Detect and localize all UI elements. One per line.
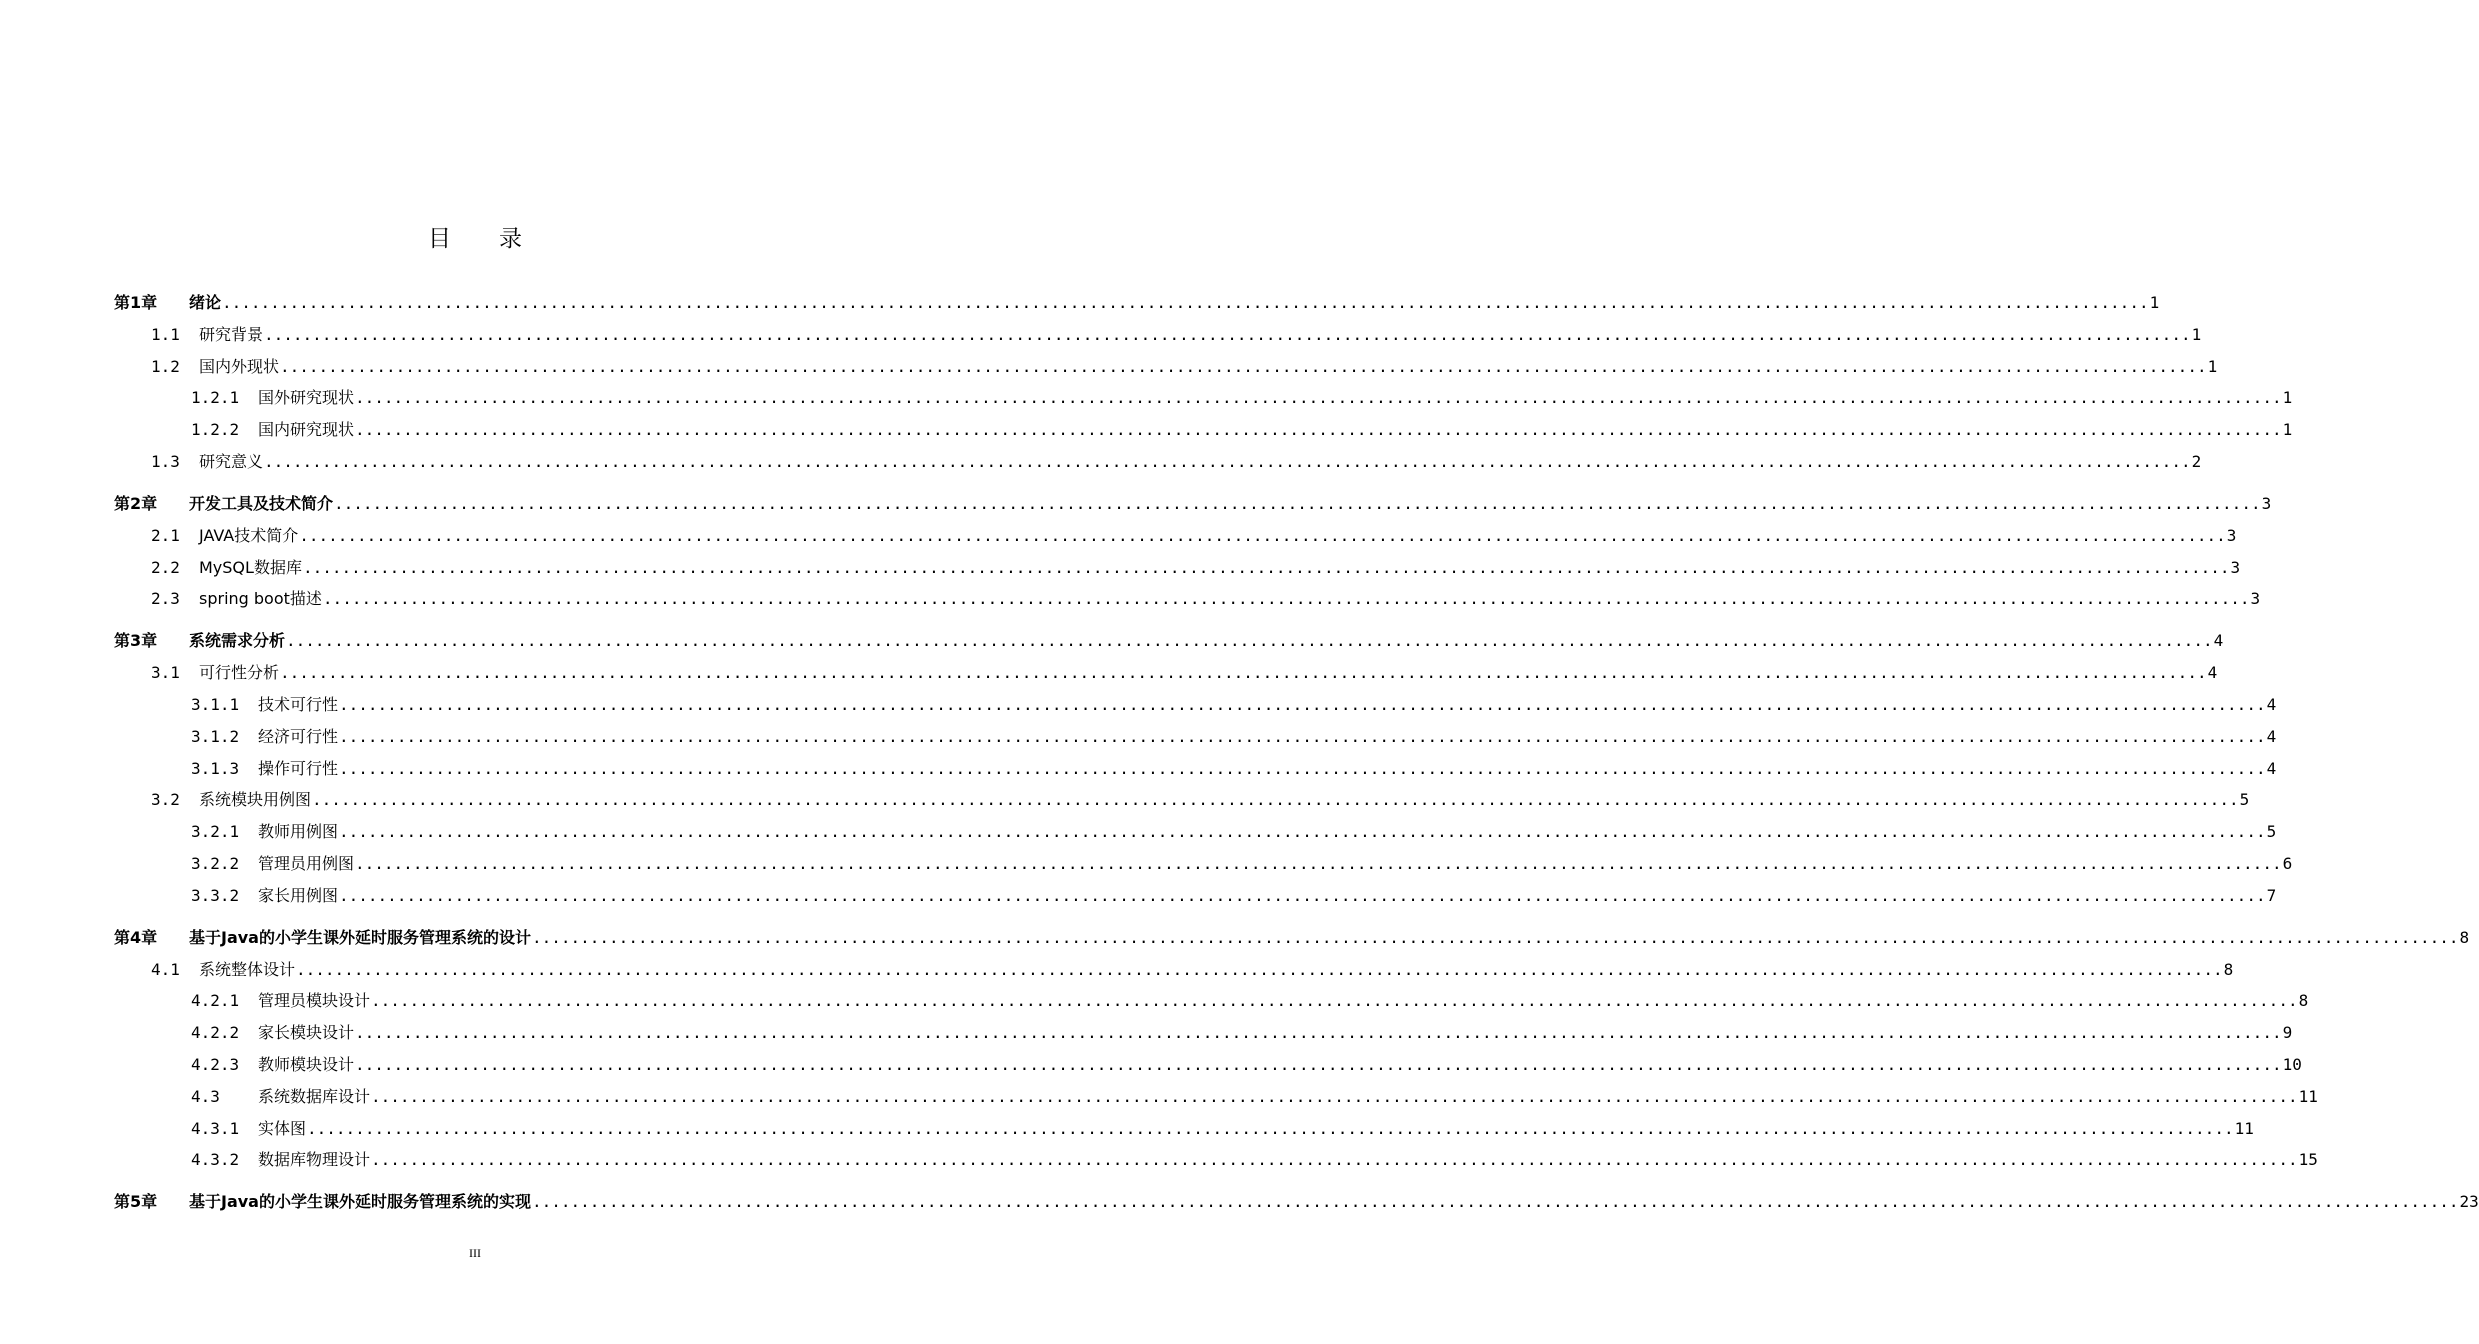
toc-entry-label (191, 1118, 306, 1140)
toc-dot-leader: ........................................................................................................................................................................................................ (296, 959, 2223, 979)
toc-entry-label (191, 726, 338, 748)
toc-section-entry[interactable] (191, 1018, 2293, 1044)
toc-section-entry[interactable] (191, 1082, 2318, 1108)
toc-section-entry[interactable] (191, 722, 2277, 748)
toc-entry-label (114, 292, 221, 314)
toc-section-entry[interactable] (191, 690, 2277, 716)
toc-entry-label (191, 821, 338, 843)
toc-entry-label (151, 959, 295, 981)
toc-entry-label (114, 630, 285, 652)
toc-entry-number: 1.1 (151, 324, 180, 344)
toc-entry-label (151, 588, 322, 610)
toc-entry-title: 研究背景 (199, 324, 264, 344)
toc-dot-leader: ........................................................................................................................................................................................................ (264, 452, 2191, 471)
toc-entry-title: 基于Java的小学生课外延时服务管理系统的实现 (189, 1192, 531, 1212)
toc-entry-label (191, 853, 354, 875)
toc-entry-label (114, 927, 531, 949)
toc-entry-number: 1.3 (151, 452, 180, 471)
toc-entry-label (151, 324, 263, 346)
toc-section-entry[interactable] (191, 383, 2293, 409)
toc-entry-title: 基于Java的小学生课外延时服务管理系统的设计 (189, 927, 531, 947)
toc-entry-label (151, 662, 279, 684)
toc-entry-number: 第4章 (114, 927, 158, 947)
toc-section-entry[interactable] (151, 352, 2218, 378)
toc-section-entry[interactable] (191, 1145, 2318, 1171)
toc-entry-number: 4.2.3 (191, 1055, 240, 1074)
toc-entry-title: 系统整体设计 (199, 959, 296, 979)
toc-entry-page: 1 (2282, 420, 2293, 440)
toc-entry-title: 实体图 (258, 1118, 307, 1138)
toc-entry-page: 4 (2266, 758, 2277, 778)
toc-entry-title: spring boot描述 (199, 589, 322, 609)
toc-entry-title: 管理员模块设计 (258, 991, 371, 1011)
toc-section-entry[interactable] (191, 986, 2309, 1012)
toc-entry-number: 4.2.2 (191, 1023, 240, 1043)
toc-entry-number: 2.2 (151, 557, 180, 577)
toc-entry-label (151, 557, 302, 579)
toc-entry-page: 23 (2459, 1192, 2479, 1212)
toc-dot-leader: ........................................................................................................................................................................................................ (531, 927, 2459, 947)
toc-entry-label (191, 1054, 354, 1076)
toc-entry-number: 4.3 (191, 1086, 220, 1106)
toc-section-entry[interactable] (191, 415, 2293, 441)
toc-entry-title: 教师用例图 (258, 822, 339, 842)
toc-entry-number: 3.1 (151, 663, 180, 683)
toc-entry-title: 家长用例图 (258, 885, 339, 905)
toc-entry-number: 2.3 (151, 589, 180, 609)
toc-dot-leader: ........................................................................................................................................................................................................ (339, 822, 2266, 842)
toc-entry-label (191, 387, 354, 409)
toc-dot-leader: ........................................................................................................................................................................................................ (307, 1118, 2234, 1138)
toc-dot-leader: ........................................................................................................................................................................................................ (355, 420, 2282, 440)
toc-dot-leader: ........................................................................................................................................................................................................ (531, 1192, 2459, 1212)
toc-entry-label (191, 694, 338, 716)
toc-entry-number: 3.3.2 (191, 885, 240, 905)
toc-dot-leader: ........................................................................................................................................................................................................ (334, 494, 2261, 513)
toc-entry-number: 3.2 (151, 790, 180, 810)
toc-entry-label (191, 990, 370, 1012)
toc-entry-label (151, 451, 263, 473)
toc-entry-label (191, 758, 338, 780)
toc-entry-page: 7 (2266, 885, 2277, 905)
toc-entry-title: 系统需求分析 (189, 631, 286, 651)
toc-entry-label (151, 789, 311, 811)
toc-title-char-1: 目 (428, 226, 451, 252)
toc-section-entry[interactable] (151, 955, 2234, 981)
toc-dot-leader: ........................................................................................................................................................................................................ (264, 324, 2191, 344)
toc-entry-page: 4 (2207, 663, 2218, 683)
toc-dot-leader: ........................................................................................................................................................................................................ (371, 1086, 2298, 1106)
toc-dot-leader: ........................................................................................................................................................................................................ (355, 1023, 2282, 1043)
toc-chapter-entry[interactable] (114, 923, 2470, 949)
toc-section-entry[interactable] (191, 754, 2277, 780)
toc-dot-leader: ........................................................................................................................................................................................................ (299, 525, 2226, 545)
toc-dot-leader: ........................................................................................................................................................................................................ (339, 885, 2266, 905)
toc-entry-page: 3 (2250, 589, 2261, 609)
toc-entry-title: 研究意义 (199, 452, 264, 471)
toc-chapter-entry[interactable] (114, 288, 2160, 314)
toc-entry-number: 第2章 (114, 494, 158, 513)
toc-entry-page: 1 (2207, 356, 2218, 376)
toc-entry-title: 系统模块用例图 (199, 790, 312, 810)
toc-entry-title: JAVA技术简介 (199, 525, 299, 545)
toc-entry-title: 可行性分析 (199, 663, 280, 683)
toc-section-entry[interactable] (191, 881, 2277, 907)
toc-dot-leader: ........................................................................................................................................................................................................ (280, 663, 2207, 683)
toc-entry-page: 9 (2282, 1023, 2293, 1043)
toc-entry-title: 系统数据库设计 (258, 1086, 371, 1106)
toc-title-char-2: 录 (499, 226, 522, 252)
toc-entry-number: 4.3.1 (191, 1118, 240, 1138)
toc-entry-number: 2.1 (151, 525, 180, 545)
toc-entry-number: 第3章 (114, 631, 158, 651)
toc-section-entry[interactable] (191, 817, 2277, 843)
toc-entry-number: 3.1.3 (191, 758, 240, 778)
toc-entry-title: 国内外现状 (199, 356, 280, 376)
toc-section-entry[interactable] (151, 785, 2250, 811)
toc-entry-page: 11 (2234, 1118, 2254, 1138)
toc-dot-leader: ........................................................................................................................................................................................................ (339, 758, 2266, 778)
toc-entry-number: 3.1.1 (191, 695, 240, 714)
toc-dot-leader: ........................................................................................................................................................................................................ (339, 695, 2266, 714)
toc-entry-number: 1.2 (151, 356, 180, 376)
toc-entry-page: 8 (2298, 991, 2309, 1011)
toc-dot-leader: ........................................................................................................................................................................................................ (339, 726, 2266, 746)
toc-section-entry[interactable] (191, 849, 2293, 875)
toc-entry-page: 3 (2261, 494, 2272, 513)
toc-entry-number: 3.2.2 (191, 854, 240, 873)
toc-dot-leader: ........................................................................................................................................................................................................ (371, 1150, 2298, 1170)
toc-section-entry[interactable] (151, 521, 2237, 547)
toc-dot-leader: ........................................................................................................................................................................................................ (355, 1055, 2282, 1074)
toc-section-entry[interactable] (151, 658, 2218, 684)
toc-entry-number: 1.2.1 (191, 388, 240, 408)
toc-dot-leader: ........................................................................................................................................................................................................ (302, 557, 2230, 577)
toc-entry-page: 4 (2266, 726, 2277, 746)
toc-entry-label (191, 1086, 370, 1108)
toc-entry-title: 经济可行性 (258, 726, 339, 746)
toc-entry-page: 4 (2266, 695, 2277, 714)
toc-entry-page: 1 (2149, 293, 2160, 312)
toc-entry-title: 管理员用例图 (258, 854, 355, 873)
toc-entry-title: 技术可行性 (258, 695, 339, 714)
toc-entry-number: 4.3.2 (191, 1150, 240, 1170)
toc-entry-number: 3.1.2 (191, 726, 240, 746)
toc-entry-title: 数据库物理设计 (258, 1150, 371, 1170)
toc-dot-leader: ........................................................................................................................................................................................................ (322, 589, 2250, 609)
toc-dot-leader: ........................................................................................................................................................................................................ (222, 293, 2149, 312)
toc-entry-label (114, 493, 333, 515)
toc-entry-number: 第1章 (114, 293, 158, 312)
toc-section-entry[interactable] (151, 584, 2261, 610)
toc-entry-page: 2 (2191, 452, 2202, 471)
toc-entry-label (191, 1022, 354, 1044)
page-number-footer: III (469, 1246, 481, 1260)
toc-section-entry[interactable] (151, 447, 2202, 473)
toc-entry-title: 国外研究现状 (258, 388, 355, 408)
toc-entry-title: MySQL数据库 (199, 557, 302, 577)
toc-entry-page: 3 (2230, 557, 2241, 577)
toc-title (0, 220, 950, 253)
toc-entry-title: 开发工具及技术简介 (189, 494, 334, 513)
toc-entry-page: 4 (2213, 631, 2224, 651)
toc-entry-title: 绪论 (189, 293, 222, 312)
toc-entry-page: 1 (2282, 388, 2293, 408)
toc-section-entry[interactable] (191, 1114, 2254, 1140)
toc-entry-title: 家长模块设计 (258, 1023, 355, 1043)
toc-entry-number: 4.1 (151, 959, 180, 979)
toc-entry-title: 国内研究现状 (258, 420, 355, 440)
toc-entry-number: 第5章 (114, 1192, 158, 1212)
toc-section-entry[interactable] (191, 1050, 2302, 1076)
toc-entry-label (191, 419, 354, 441)
toc-chapter-entry[interactable] (114, 1187, 2479, 1213)
toc-dot-leader: ........................................................................................................................................................................................................ (286, 631, 2213, 651)
toc-entry-title: 操作可行性 (258, 758, 339, 778)
toc-section-entry[interactable] (151, 320, 2202, 346)
toc-dot-leader: ........................................................................................................................................................................................................ (280, 356, 2207, 376)
toc-entry-page: 6 (2282, 854, 2293, 873)
toc-dot-leader: ........................................................................................................................................................................................................ (355, 854, 2282, 873)
toc-entry-page: 10 (2282, 1055, 2302, 1074)
toc-entry-label (114, 1191, 531, 1213)
toc-entry-label (151, 525, 298, 547)
toc-entry-page: 8 (2459, 927, 2470, 947)
toc-entry-label (191, 1149, 370, 1171)
toc-entry-page: 11 (2298, 1086, 2318, 1106)
toc-entry-page: 15 (2298, 1150, 2318, 1170)
toc-entry-number: 4.2.1 (191, 991, 240, 1011)
toc-entry-number: 1.2.2 (191, 420, 240, 440)
toc-entry-label (191, 885, 338, 907)
toc-entry-page: 1 (2191, 324, 2202, 344)
toc-entry-page: 8 (2223, 959, 2234, 979)
toc-dot-leader: ........................................................................................................................................................................................................ (312, 790, 2239, 810)
toc-chapter-entry[interactable] (114, 489, 2272, 515)
toc-entry-page: 5 (2239, 790, 2250, 810)
toc-dot-leader: ........................................................................................................................................................................................................ (355, 388, 2282, 408)
toc-entry-number: 3.2.1 (191, 822, 240, 842)
toc-chapter-entry[interactable] (114, 626, 2224, 652)
toc-entry-title: 教师模块设计 (258, 1055, 355, 1074)
toc-entry-label (151, 356, 279, 378)
toc-entry-page: 5 (2266, 822, 2277, 842)
toc-dot-leader: ........................................................................................................................................................................................................ (371, 991, 2298, 1011)
toc-entry-page: 3 (2226, 525, 2237, 545)
toc-section-entry[interactable] (151, 553, 2241, 579)
